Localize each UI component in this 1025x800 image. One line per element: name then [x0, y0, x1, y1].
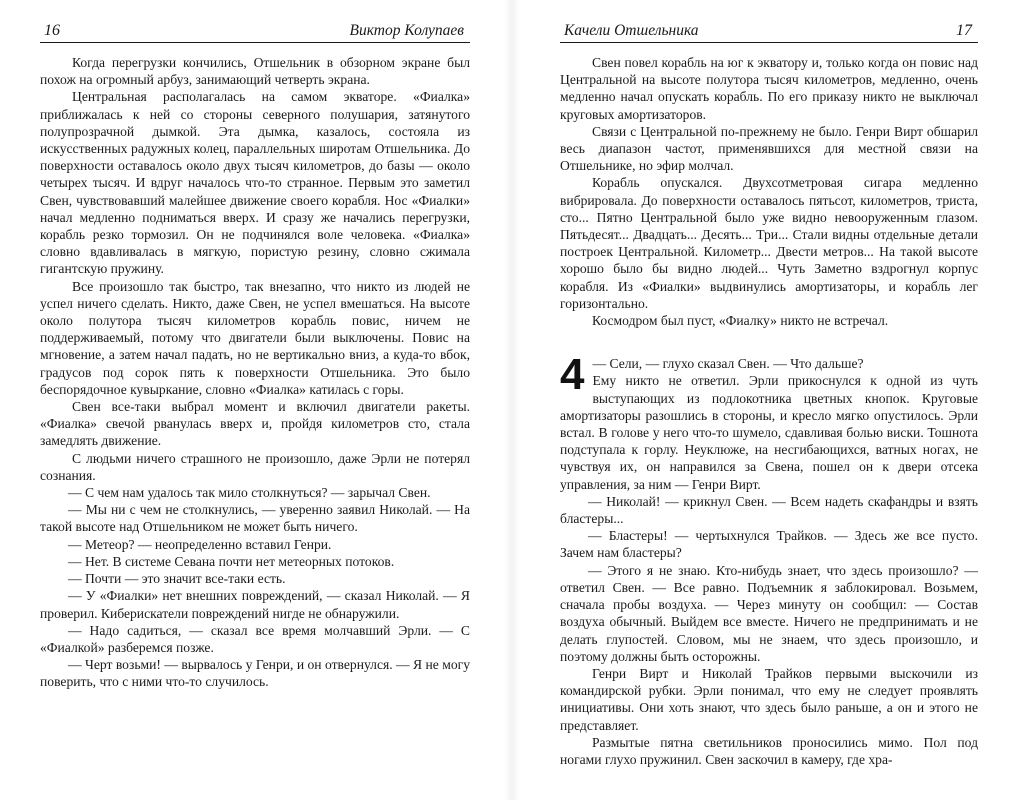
paragraph: Генри Вирт и Николай Трайков первыми выскочили из командирской рубки. Эрли понимал, что ему не следует проявлять инициативы. Они хоть знают, что здесь было раньше, а он и этого не представляет. [560, 665, 978, 733]
book-gutter [504, 0, 520, 800]
dialog-line: — Этого я не знаю. Кто-нибудь знает, что здесь произошло? — ответил Свен. — Все равно. Подъемник я заблокировал. Возьмем, сначала пробы воздуха. — Через минуту он сообщил: — Состав воздуха обычный. Выйдем все вместе. Ничего не предпринимать и не делать глупостей. Словом, мы не знаем, что здесь произошло, и поэтому должны быть осторожны. [560, 562, 978, 664]
right-page-number: 17 [956, 22, 972, 39]
dialog-line: — Надо садиться, — сказал все время молчавший Эрли. — С «Фиалкой» разберемся позже. [40, 622, 470, 655]
paragraph: Связи с Центральной по-прежнему не было. Генри Вирт обшарил весь диапазон частот, применявшихся для местной связи на Отшельнике, но эфир молчал. [560, 123, 978, 174]
paragraph: Центральная располагалась на самом экваторе. «Фиалка» приближалась к ней со стороны северного полушария, затянутого полупрозрачной дымкой. Эта дымка, казалось, состояла из искусственных радужных колец, параллельных широтам Отшельника. До поверхности оставалось около двух тысяч километров, до базы — около четырех тысяч. И вдруг началось что-то странное. Первым это заметил Свен, чувствовавший малейшее движение своего корабля. Нос «Фиалки» начал медленно подниматься вверх. И сразу же начались перегрузки, корабль резко тормозил. Он не подчинялся воле человека. «Фиалка» словно вдавливалась в мягкую, пористую резину, словно сжимала гигантскую пружину. [40, 89, 470, 277]
dialog-line: — Черт возьми! — вырвалось у Генри, и он отвернулся. — Я не могу поверить, что с ними что-то случилось. [40, 657, 470, 690]
paragraph: Космодром был пуст, «Фиалку» никто не встречал. [592, 313, 889, 329]
paragraph: С людьми ничего страшного не произошло, даже Эрли не потерял сознания. [40, 450, 470, 483]
right-page-header [560, 20, 978, 43]
paragraph: Когда перегрузки кончились, Отшельник в обзорном экране был похож на огромный арбуз, занимающий четверть экрана. [40, 55, 470, 88]
left-page-header [40, 20, 470, 43]
dialog-line: — У «Фиалки» нет внешних повреждений, — сказал Николай. — Я проверил. Киберискатели повреждений нигде не обнаружили. [40, 588, 470, 621]
right-page-body [560, 54, 978, 768]
right-running-head: Качели Отшельника [564, 22, 699, 39]
left-page-number: 16 [44, 22, 60, 39]
dialog-line: — Мы ни с чем не столкнулись, — уверенно заявил Николай. — На такой высоте над Отшельником не может быть ничего. [40, 502, 470, 535]
chapter-section [560, 350, 978, 768]
paragraph: Размытые пятна светильников проносились мимо. Пол под ногами глухо пружинил. Свен заскочил в камеру, где хра- [560, 734, 978, 767]
paragraph: Свен повел корабль на юг к экватору и, только когда он повис над Центральной на высоте полутора тысяч километров, медленно, очень медленно начал опускать корабль. По его приказу никто не выключал круговых амортизаторов. [560, 55, 978, 122]
right-page [560, 0, 978, 800]
left-page [40, 0, 470, 800]
paragraph: Все произошло так быстро, так внезапно, что никто из людей не успел ничего сделать. Никто, даже Свен, не успел вмешаться. На высоте около полутора тысяч километров корабль повис, ничем не поддерживаемый, потому что двигатели были выключены. Повис на мгновение, а затем начал падать, но не вертикально вниз, а куда-то вбок, градусов под сорок пять к поверхности Отшельника. Это было беспорядочное кувыркание, словно «Фиалка» катилась с горы. [40, 278, 470, 397]
chapter-number: 4 [560, 350, 585, 400]
dialog-line: — Николай! — крикнул Свен. — Всем надеть скафандры и взять бластеры... [560, 493, 978, 527]
paragraph: Корабль опускался. Двухсотметровая сигара медленно вибрировала. До поверхности оставалось пятьсот, километров, триста, сто... Пятно Центральной было уже видно невооруженным глазом. Пятьдесят... Двадцать... Десять... Три... Стали видны отдельные детали построек Центральной. Километр... Двести метров... На такой высоте хорошо было бы видно людей... Чуть Заметно вздрогнул корпус корабля. Из «Фиалки» выдвинулись амортизаторы, и корабль лег горизонтально. [560, 175, 978, 311]
dialog-line: — Нет. В системе Севана почти нет метеорных потоков. [68, 553, 395, 569]
left-page-body [40, 54, 470, 691]
dialog-line: — Почти — это значит все-таки есть. [68, 571, 286, 587]
dialog-line: — С чем нам удалось так мило столкнуться? — зарычал Свен. [68, 485, 431, 501]
paragraph: Ему никто не ответил. Эрли прикоснулся к одной из чуть выступающих из подлокотника цветных кнопок. Круговые амортизаторы разошлись в стороны, и кресло мягко опустилось. Эрли встал. В голове у него что-то шумело, сдавливая болью виски. Тошнота подступала к горлу. Неуклюже, на несгибающихся, ватных ногах, не чувствуя их, он направился за Свена, пошел он к двери отсека управления, за ним — Генри Вирт. [560, 373, 978, 492]
dialog-line: — Бластеры! — чертыхнулся Трайков. — Здесь же все пусто. Зачем нам бластеры? [560, 528, 978, 561]
dialog-line: — Метеор? — неопределенно вставил Генри. [68, 536, 332, 552]
chapter-opening-line: — Сели, — глухо сказал Свен. — Что дальше? [592, 356, 864, 372]
left-running-head: Виктор Колупаев [349, 22, 464, 39]
paragraph: Свен все-таки выбрал момент и включил двигатели ракеты. «Фиалка» свечой рванулась вверх и, пройдя километров сто, стала замедлять движение. [40, 399, 470, 449]
